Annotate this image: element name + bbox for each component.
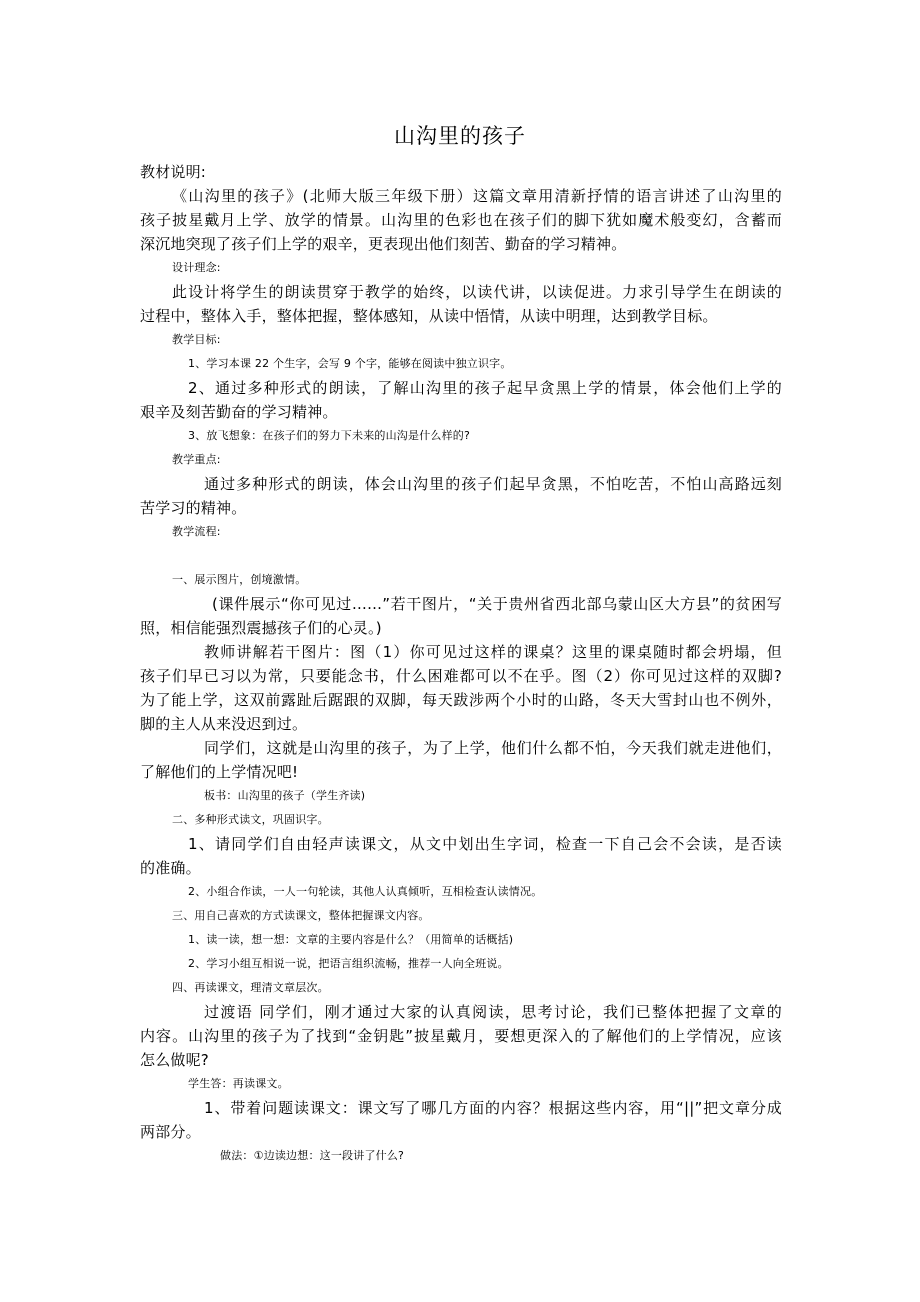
paragraph-line: 《山沟里的孩子》(北师大版三年级下册）这篇文章用清新抒情的语言讲述了山沟里的 bbox=[172, 187, 782, 205]
paragraph-line: (课件展示“你可见过……”若干图片，“关于贵州省西北部乌蒙山区大方县”的贫困写 bbox=[212, 595, 782, 613]
step-heading: 四、再读课文，理清文章层次。 bbox=[172, 981, 329, 994]
list-item: 1、读一读，想一想：文章的主要内容是什么？（用简单的话概括) bbox=[188, 933, 514, 946]
list-item-continuation: 艰辛及刻苦勤奋的学习精神。 bbox=[140, 403, 338, 421]
step-heading: 二、多种形式读文，巩固识字。 bbox=[172, 813, 329, 826]
paragraph-line: 板书：山沟里的孩子（学生齐读) bbox=[204, 789, 366, 802]
section-heading: 教学重点: bbox=[172, 453, 221, 466]
paragraph-line: 孩子们早已习以为常，只要能念书，什么困难都可以不在乎。图（2）你可见过这样的双脚? bbox=[140, 667, 782, 685]
list-item: 2、小组合作读，一人一句轮读，其他人认真倾听，互相检查认读情况。 bbox=[188, 885, 543, 898]
list-item: 2、通过多种形式的朗读，了解山沟里的孩子起早贪黑上学的情景，体会他们上学的 bbox=[188, 379, 782, 397]
paragraph-line: 此设计将学生的朗读贯穿于教学的始终，以读代讲，以读促进。力求引导学生在朗读的 bbox=[172, 283, 782, 301]
paragraph-line: 深沉地突现了孩子们上学的艰辛，更表现出他们刻苦、勤奋的学习精神。 bbox=[140, 235, 627, 253]
paragraph-line: 脚的主人从来没迟到过。 bbox=[140, 715, 308, 733]
list-item: 2、学习小组互相说一说，把语言组织流畅，推荐一人向全班说。 bbox=[188, 957, 509, 970]
method-line: 做法：①边读边想：这一段讲了什么? bbox=[220, 1149, 405, 1162]
paragraph-line: 照，相信能强烈震撼孩子们的心灵。) bbox=[140, 619, 382, 637]
paragraph-line: 通过多种形式的朗读，体会山沟里的孩子们起早贪黑，不怕吃苦，不怕山高路远刻 bbox=[204, 475, 782, 493]
section-heading: 教材说明: bbox=[140, 163, 207, 181]
section-heading: 教学目标: bbox=[172, 333, 221, 346]
list-item: 1、学习本课 22 个生字，会写 9 个字，能够在阅读中独立识字。 bbox=[188, 357, 512, 370]
paragraph-line: 为了能上学，这双前露趾后踞跟的双脚，每天跋涉两个小时的山路，冬天大雪封山也不例外， bbox=[140, 691, 782, 709]
paragraph-line: 怎么做呢? bbox=[140, 1051, 209, 1069]
paragraph-line: 过渡语 同学们，刚才通过大家的认真阅读，思考讨论，我们已整体把握了文章的 bbox=[204, 1003, 782, 1021]
paragraph-line: 学生答：再读课文。 bbox=[188, 1077, 289, 1090]
step-heading: 三、用自己喜欢的方式读课文，整体把握课文内容。 bbox=[172, 909, 430, 922]
step-heading: 一、展示图片，创境激情。 bbox=[172, 573, 307, 586]
list-item-continuation: 的准确。 bbox=[140, 859, 201, 877]
paragraph-line: 过程中，整体入手，整体把握，整体感知，从读中悟情，从读中明理，达到教学目标。 bbox=[140, 307, 718, 325]
paragraph-line: 孩子披星戴月上学、放学的情景。山沟里的色彩也在孩子们的脚下犹如魔术般变幻，含蓄而 bbox=[140, 211, 782, 229]
list-item: 1、带着问题读课文：课文写了哪几方面的内容？根据这些内容，用“||”把文章分成 bbox=[204, 1099, 782, 1117]
paragraph-line: 同学们，这就是山沟里的孩子，为了上学，他们什么都不怕，今天我们就走进他们， bbox=[204, 739, 782, 757]
paragraph-line: 了解他们的上学情况吧! bbox=[140, 763, 299, 781]
section-heading: 教学流程: bbox=[172, 525, 221, 538]
section-heading: 设计理念: bbox=[172, 261, 221, 274]
list-item: 1、请同学们自由轻声读课文，从文中划出生字词，检查一下自己会不会读，是否读 bbox=[188, 835, 782, 853]
paragraph-line: 内容。山沟里的孩子为了找到“金钥匙”披星戴月，要想更深入的了解他们的上学情况，应该 bbox=[140, 1027, 782, 1045]
list-item: 3、放飞想象：在孩子们的努力下未来的山沟是什么样的? bbox=[188, 429, 471, 442]
document-title: 山沟里的孩子 bbox=[394, 124, 526, 148]
paragraph-line: 苦学习的精神。 bbox=[140, 499, 247, 517]
paragraph-line: 教师讲解若干图片：图（1）你可见过这样的课桌？这里的课桌随时都会坍塌，但 bbox=[204, 643, 782, 661]
list-item-continuation: 两部分。 bbox=[140, 1123, 201, 1141]
